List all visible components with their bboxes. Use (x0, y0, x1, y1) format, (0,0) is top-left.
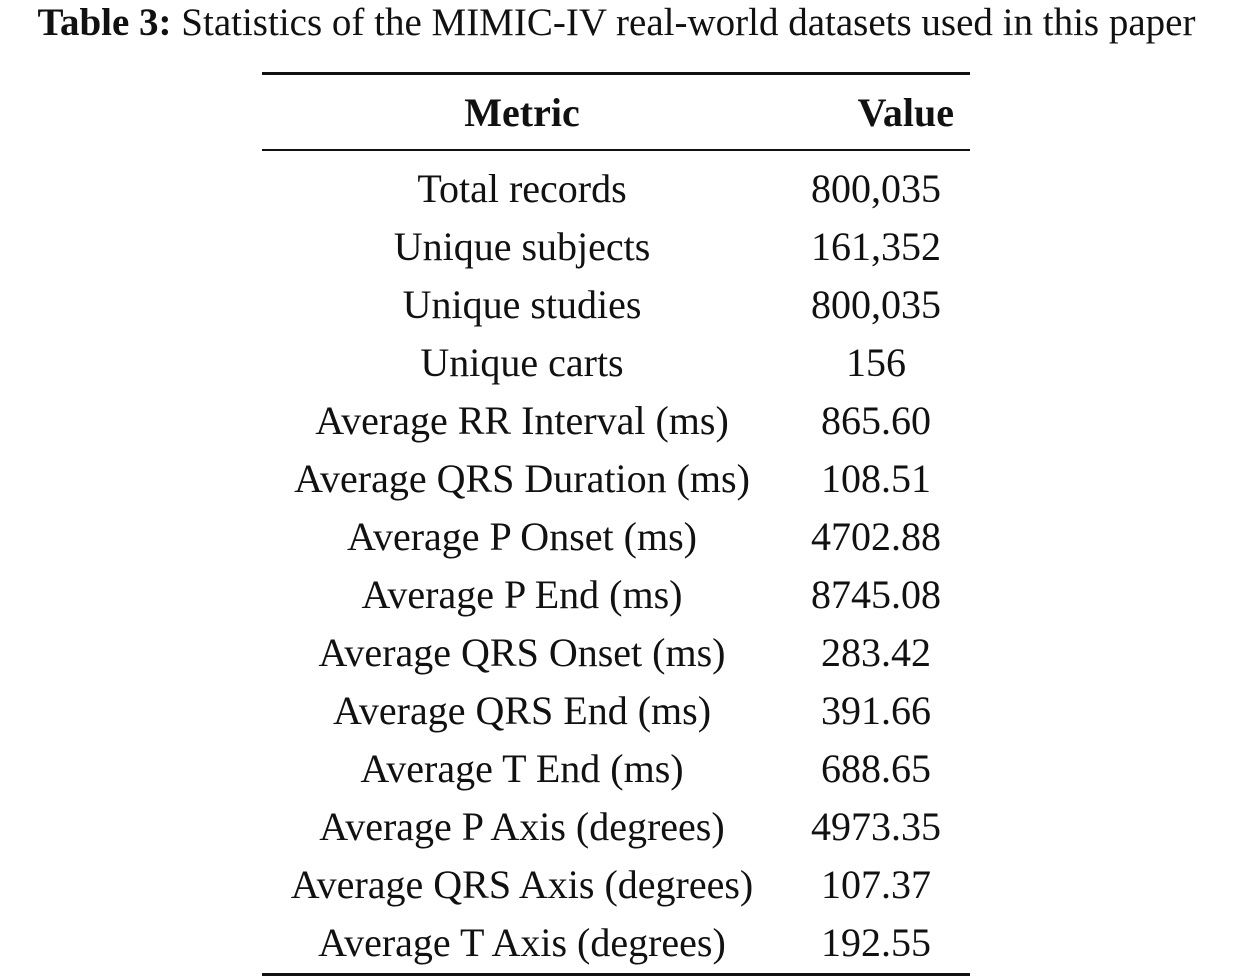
metric-cell: Average QRS Axis (degrees) (290, 861, 754, 907)
table-row (262, 507, 970, 565)
metric-cell: Unique carts (420, 339, 624, 385)
table-row (262, 623, 970, 681)
value-cell: 4973.35 (811, 803, 941, 849)
bottom-rule (262, 973, 970, 976)
metric-cell: Average T End (ms) (360, 745, 684, 791)
value-cell: 688.65 (821, 745, 931, 791)
table-row (262, 565, 970, 623)
header-value: Value (857, 89, 954, 135)
value-cell: 800,035 (811, 165, 941, 211)
metric-cell: Average P Onset (ms) (347, 513, 697, 559)
table-body (262, 151, 970, 973)
table-header-row (262, 75, 970, 149)
table-caption-label: Table 3: (37, 1, 172, 44)
metric-cell: Average QRS End (ms) (332, 687, 712, 733)
table-row (262, 159, 970, 217)
value-cell: 161,352 (811, 223, 941, 269)
table-caption-text: Statistics of the MIMIC-IV real-world datasets used in this paper (181, 1, 1196, 44)
value-cell: 108.51 (821, 455, 931, 501)
table-row (262, 391, 970, 449)
table-row (262, 913, 970, 971)
value-cell: 391.66 (821, 687, 931, 733)
table-row (262, 739, 970, 797)
value-cell: 4702.88 (811, 513, 941, 559)
value-cell: 192.55 (821, 919, 931, 965)
value-cell: 8745.08 (811, 571, 941, 617)
header-metric: Metric (464, 89, 580, 135)
value-cell: 156 (846, 339, 906, 385)
table-row (262, 333, 970, 391)
table-row (262, 681, 970, 739)
value-cell: 865.60 (821, 397, 931, 443)
metric-cell: Average QRS Duration (ms) (294, 455, 750, 501)
metric-cell: Average QRS Onset (ms) (318, 629, 726, 675)
table-caption (0, 0, 1233, 50)
value-cell: 107.37 (821, 861, 931, 907)
metric-cell: Average T Axis (degrees) (318, 919, 726, 965)
metric-cell: Average P Axis (degrees) (319, 803, 725, 849)
metric-cell: Average RR Interval (ms) (315, 397, 729, 443)
metric-cell: Unique studies (402, 281, 642, 327)
table-row (262, 275, 970, 333)
value-cell: 283.42 (821, 629, 931, 675)
table-row (262, 217, 970, 275)
table-row (262, 797, 970, 855)
metric-cell: Unique subjects (393, 223, 651, 269)
metric-cell: Total records (417, 165, 627, 211)
value-cell: 800,035 (811, 281, 941, 327)
table-row (262, 855, 970, 913)
metric-cell: Average P End (ms) (361, 571, 683, 617)
table-row (262, 449, 970, 507)
statistics-table (262, 72, 970, 976)
